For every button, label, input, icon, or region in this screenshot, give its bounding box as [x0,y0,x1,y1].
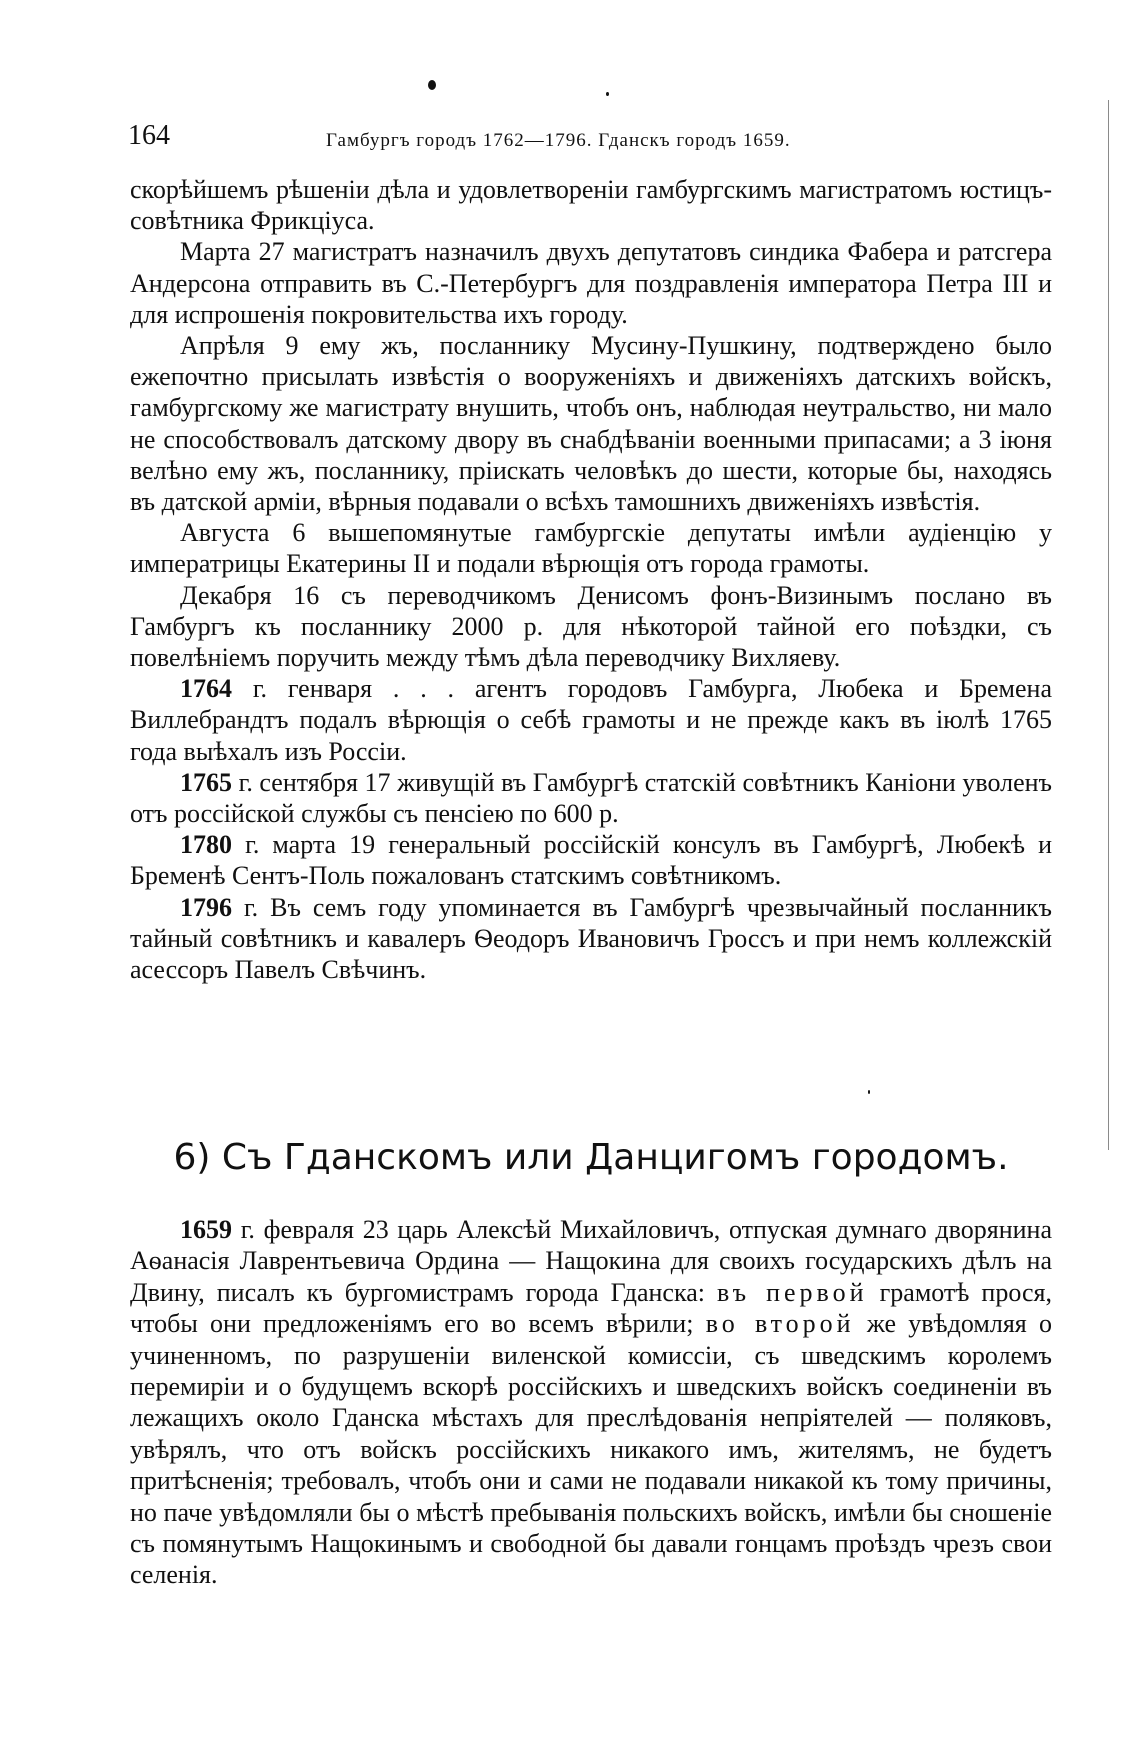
paragraph: Декабря 16 съ переводчикомъ Денисомъ фонъ-Визинымъ послано въ Гамбургъ къ посланнику 2000 р. для нѣкоторой тайной его поѣздки, съ повелѣніемъ поручить между тѣмъ дѣла переводчику Вихляеву. [130,580,1052,673]
paragraph: 1796 г. Въ семъ году упоминается въ Гамбургѣ чрезвычайный посланникъ тайный совѣтникъ и кавалеръ Ѳеодоръ Ивановичъ Гроссъ и при немъ коллежскій асессоръ Павелъ Свѣчинъ. [130,892,1052,985]
spaced-emphasis: во второй [705,1309,855,1339]
year: 1780 [180,830,232,860]
paragraph: скорѣйшемъ рѣшеніи дѣла и удовлетвореніи гамбургскимъ магистратомъ юстицъ-совѣтника Фрикціуса. [130,175,1052,236]
main-text [130,174,1052,985]
ink-speck [868,1090,870,1094]
paragraph: Марта 27 магистратъ назначилъ двухъ депутатовъ синдика Фабера и ратсгера Андерсона отправить въ С.-Петербургъ для поздравленія императора Петра III и для испрошенія покровительства ихъ городу. [130,237,1052,329]
paragraph: 1659 г. февраля 23 царь Алексѣй Михайловичъ, отпуская думнаго дворянина Аѳанасія Лаврентьевича Ордина — Нащокина для своихъ государскихъ дѣлъ на Двину, писалъ къ бургомистрамъ города Гданска: въ первой грамотѣ прося, чтобы они предложеніямъ его во всемъ вѣрили; во второй же увѣдомляя о учиненномъ, по разрушеніи виленской комиссіи, съ шведскимъ королемъ перемиріи и о будущемъ вскорѣ россійскихъ и шведскихъ войскъ соединеніи въ лежащихъ около Гданска мѣстахъ для преслѣдованія непріятелей — поляковъ, увѣрялъ, что отъ войскъ россійскихъ никакого имъ, жителямъ, не будетъ притѣсненія; требовалъ, чтобъ они и сами не подавали никакой къ тому причины, но паче увѣдомляли бы о мѣстѣ пребыванія польскихъ войскъ, имѣли бы сношеніе съ помянутымъ Нащокинымъ и свободной бы давали гонцамъ проѣздъ чрезъ свои селенія. [130,1215,1052,1590]
year: 1659 [180,1215,232,1244]
year: 1765 [180,767,232,797]
page-number: 164 [128,120,170,151]
paragraph: Августа 6 вышепомянутые гамбургскіе депутаты имѣли аудіенцію у императрицы Екатерины II и подали вѣрющія отъ города грамоты. [130,518,1052,579]
spaced-emphasis: въ первой [717,1277,868,1307]
ink-speck [428,80,436,90]
scan-edge-line [1108,100,1109,1060]
page-header [128,120,1048,160]
paragraph: 1765 г. сентября 17 живущій въ Гамбургѣ статскій совѣтникъ Каніони уволенъ отъ россійской службы съ пенсіею по 600 р. [130,767,1052,829]
running-head: Гамбургъ городъ 1762—1796. Гданскъ городъ 1659. [326,130,791,151]
paragraph: 1764 г. генваря . . . агентъ городовъ Гамбурга, Любека и Бремена Виллебрандтъ подалъ вѣрющія о себѣ грамоты и не прежде какъ въ іюлѣ 1765 года выѣхалъ изъ Россіи. [130,674,1052,766]
paragraph: 1780 г. марта 19 генеральный россійскій консулъ въ Гамбургѣ, Любекѣ и Бременѣ Сентъ-Поль пожалованъ статскимъ совѣтникомъ. [130,830,1052,891]
ink-speck [606,92,609,96]
section-text [130,1214,1052,1591]
year: 1764 [180,674,232,704]
section-heading: 6) Съ Гданскомъ или Данцигомъ городомъ. [173,1137,1009,1178]
year: 1796 [180,892,232,922]
paragraph: Апрѣля 9 ему жъ, посланнику Мусину-Пушкину, подтверждено было ежепочтно присылать извѣстія о вооруженіяхъ и движеніяхъ датскихъ войскъ, гамбургскому же магистрату внушить, чтобъ онъ, наблюдая неутральство, ни мало не способствовалъ датскому двору въ снабдѣваніи военными припасами; а 3 іюня велѣно ему жъ, посланнику, пріискать человѣкъ до шести, которые бы, находясь въ датской арміи, вѣрныя подавали о всѣхъ тамошнихъ движеніяхъ извѣстія. [130,331,1052,517]
scan-edge-line [1108,1060,1109,1150]
